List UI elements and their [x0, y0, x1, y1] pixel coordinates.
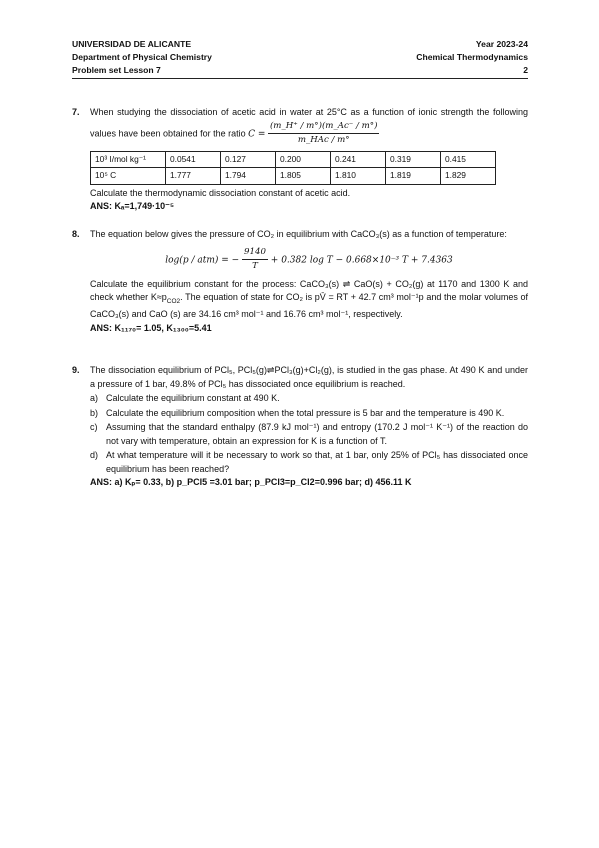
table-cell: 1.794 [221, 168, 276, 185]
table-cell: 1.777 [166, 168, 221, 185]
problem-number: 9. [72, 365, 80, 375]
ionic-strength-table [90, 151, 496, 185]
ratio-numerator: (m_H⁺ / m°)(m_Ac⁻ / m°) [268, 120, 380, 135]
problem-8-body [90, 278, 528, 322]
page-header [72, 38, 528, 77]
problem-8-answer: ANS: K₁₁₇₀= 1.05, K₁₃₀₀=5.41 [90, 322, 212, 333]
equation-denominator: T [252, 261, 258, 271]
equation-numerator: 9140 [242, 246, 268, 261]
problem-7-answer: ANS: Kₐ=1,749·10⁻⁵ [90, 201, 175, 211]
problem-set-title: Problem set Lesson 7 [72, 65, 161, 75]
ratio-denominator: m_HAc / m° [297, 135, 350, 145]
year: Year 2023-24 [475, 39, 528, 49]
table-cell: 0.127 [221, 151, 276, 168]
table-cell: 0.0541 [166, 151, 221, 168]
table-row [91, 168, 496, 185]
item-text: Calculate the equilibrium composition when the total pressure is 5 bar and the temperature is 490 K. [106, 407, 505, 418]
problem-8-text: Calculate the equilibrium constant for the process: CaCO₃(s) ⇌ CaO(s) + CO₂(g) at 1170 and 1300 K and check whether K≈p [90, 278, 528, 302]
list-item [90, 421, 528, 448]
item-label: b) [90, 407, 99, 418]
item-label: d) [90, 450, 99, 460]
problem-9-intro: The dissociation equilibrium of PCl₅, PCl₅(g)⇌PCl₃(g)+Cl₂(g), is studied in the gas phase. At 490 K and under a pressure of 1 bar, 49.8% of PCl₅ has dissociated once equilibrium is reached. [90, 365, 528, 389]
table-cell: 1.805 [276, 168, 331, 185]
equation-lhs: log(p / atm) = − [165, 255, 240, 265]
problem-7-question: Calculate the thermodynamic dissociation constant of acetic acid. [90, 187, 351, 198]
problem-9 [72, 364, 528, 490]
list-item [90, 449, 528, 476]
header-divider [72, 78, 528, 79]
equation-fraction [242, 246, 268, 274]
table-row-label: 10⁵ C [91, 168, 166, 185]
table-cell: 0.241 [331, 151, 386, 168]
problem-8-intro: The equation below gives the pressure of CO₂ in equilibrium with CaCO₃(s) as a function of temperature: [90, 229, 507, 239]
item-text: At what temperature will it be necessary to work so that, at 1 bar, only 25% of PCl₅ has dissociated once equilibrium has been reached? [106, 450, 528, 474]
problem-number: 7. [72, 107, 80, 117]
ratio-fraction [268, 120, 380, 148]
problem-7 [72, 106, 528, 214]
equation-rhs: + 0.382 log T − 0.668×10⁻³ T + 7.4363 [270, 255, 453, 265]
list-item [90, 392, 528, 406]
course-name: Chemical Thermodynamics [416, 52, 528, 62]
table-cell: 1.810 [331, 168, 386, 185]
university-name: UNIVERSIDAD DE ALICANTE [72, 39, 192, 49]
page-number: 2 [523, 65, 528, 75]
department: Department of Physical Chemistry [72, 52, 212, 62]
pressure-equation [90, 246, 528, 274]
table-cell: 0.415 [441, 151, 496, 168]
ratio-lhs: C = [248, 128, 266, 139]
problem-7-intro: When studying the dissociation of acetic acid in water at 25°C as a function of ionic strength the following values have been obtained for the ratio [90, 107, 528, 138]
problem-8 [72, 228, 528, 335]
problem-8-text-cont: . The equation of state for CO₂ is pV̄ = RT + 42.7 cm³ mol⁻¹p and the molar volumes of CaCO₃(s) and CaO (s) are 34.16 cm³ mol⁻¹ and 16.76 cm³ mol⁻¹, respectively. [90, 292, 528, 320]
table-row-label: 10³ I/mol kg⁻¹ [91, 151, 166, 168]
table-cell: 1.819 [386, 168, 441, 185]
table-cell: 1.829 [441, 168, 496, 185]
item-label: c) [90, 422, 98, 432]
problem-number: 8. [72, 229, 80, 239]
problem-9-answer: ANS: a) Kₚ= 0.33, b) p_PCl5 =3.01 bar; p_PCl3=p_Cl2=0.996 bar; d) 456.11 K [90, 477, 412, 487]
list-item [90, 407, 528, 421]
item-text: Calculate the equilibrium constant at 490 K. [106, 393, 280, 403]
table-cell: 0.200 [276, 151, 331, 168]
table-cell: 0.319 [386, 151, 441, 168]
item-label: a) [90, 393, 99, 403]
item-text: Assuming that the standard enthalpy (87.9 kJ mol⁻¹) and entropy (170.2 J mol⁻¹ K⁻¹) of the reaction do not vary with temperature, obtain an expression for K is a function of T. [106, 422, 528, 446]
pressure-subscript: CO2 [166, 297, 181, 305]
table-row [91, 151, 496, 168]
